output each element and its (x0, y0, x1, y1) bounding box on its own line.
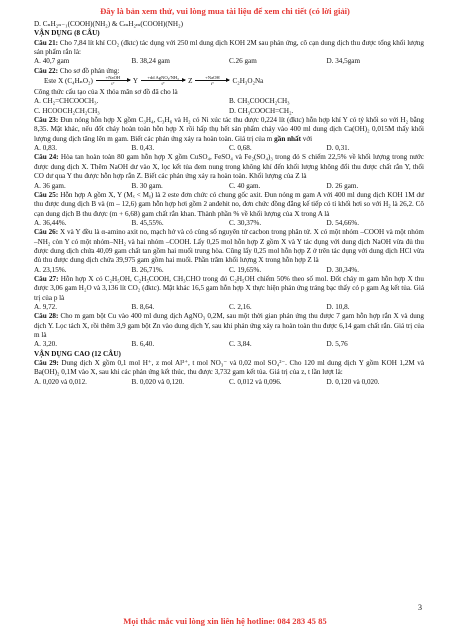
option-c: C. 19,65%. (229, 265, 262, 274)
option-c: C. 3,84. (229, 340, 252, 349)
scheme-z: Z (188, 77, 193, 86)
question-text-2: Công thức cấu tạo của X thỏa mãn sơ đồ đã cho là (34, 88, 178, 97)
option-a: A. 40,7 gam (34, 57, 70, 66)
option-c: C. 2,16. (229, 302, 252, 311)
arrow-condition: t° (161, 80, 165, 86)
option-a: A. 3,20. (34, 340, 58, 349)
section-heading-vandungcao: VẬN DỤNG CAO (12 CÂU) (34, 349, 121, 358)
question-label: Câu 29: (34, 359, 59, 368)
arrow-icon (195, 80, 229, 81)
question-text: Hỗn hợp A gồm X, Y (Mₓ < Mᵧ) là 2 este đơn chức có chung gốc axit. Đun nóng m gam A với 400 ml dung dịch KOH 1M dư thu được dung dịch B và (m – 12,6) gam hỗn hợp hơi gồm 2 anđehit no, đơn chức đồng đẳng kế tiếp có tỉ khối hơi so với H₂ là 26,2. Cô cạn dung dịch B thu được (m + 6,68) gam chất rắn khan. Thành phần % về khối lượng của X trong A là (34, 190, 424, 218)
question-label: Câu 23: (34, 116, 59, 125)
question-27 (34, 275, 424, 303)
reaction-arrow (195, 75, 229, 86)
arrow-condition: t° (210, 80, 215, 86)
question-21 (34, 39, 424, 58)
scheme-start: Este X (C₄HₙO₂) (44, 77, 93, 86)
option-d: D. 0,120 và 0,020. (326, 377, 380, 386)
option-a: A. 23,15%. (34, 265, 67, 274)
option-a: A. 0,020 và 0,012. (34, 377, 87, 386)
reaction-arrow (96, 75, 130, 86)
option-b: B. 30 gam. (131, 181, 163, 190)
option-d: D. 10,8. (326, 302, 350, 311)
option-a: A. 36 gam. (34, 181, 66, 190)
reaction-arrow (141, 75, 185, 86)
option-b: B. 45,55%. (131, 218, 164, 227)
option-b: B. CH₃COOCH₂CH₃ (229, 97, 290, 106)
question-label: Câu 28: (34, 312, 59, 321)
option-c: C.26 gam (229, 57, 257, 66)
arrow-reagent: +NaOH (205, 74, 220, 80)
options-22-row1 (34, 97, 424, 106)
option-b: B. 0,020 và 0,120. (131, 377, 185, 386)
options-23 (34, 144, 424, 153)
option-d: D. 54,66%. (326, 218, 360, 227)
scheme-y: Y (132, 77, 139, 86)
option-c: C. HCOOCH₂CH₂CH₃ (34, 106, 100, 115)
arrow-icon (96, 80, 130, 81)
question-label: Câu 21: (34, 38, 59, 47)
document-body (34, 20, 424, 387)
option-d: D. 5,76 (326, 340, 348, 349)
question-text: Dung dịch X gồm 0,1 mol H⁺, z mol Al³⁺, t mol NO₃⁻ và 0,02 mol SO₄²⁻. Cho 120 ml dung dịch Y gồm KOH 1,2M và Ba(OH)₂ 0,1M vào X, sau khi các phản ứng kết thúc, thu được 3,732 gam kết tủa. Giá trị của z, t lần lượt là: (34, 359, 424, 377)
question-text: Hòa tan hoàn toàn 80 gam hỗn hợp X gồm CuSO₄, FeSO₄ và Fe₂(SO₄)₃ trong đó S chiếm 22,5% về khối lượng trong nước được dung dịch X. Thêm NaOH dư vào X, lọc kết tủa đem nung trong không khí đến khối lượng không đổi thu được chất rắn Y, thổi CO dư qua Y thu được hỗn hợp rắn Z. Biết các phản ứng xảy ra hoàn toàn. Khối lượng của Z là (34, 153, 424, 181)
option-a: A. 36,44%. (34, 218, 67, 227)
option-c: C. 30,37%. (229, 218, 262, 227)
option-d: D. 0,31. (326, 144, 350, 153)
question-text: Đun nóng hỗn hợp X gồm C₃H₄, C₃H₆ và H₂ có Ni xúc tác thu được 0,224 lít (đktc) hỗn hợp khí Y có tỷ khối so với H₂ bằng 8,35. Mặt khác, nếu đốt cháy hoàn toàn hỗn hợp X rồi hấp thụ hết sản phẩm cháy vào 400 ml dung dịch Ca(OH)₂ 0,015M thấy khối lượng dung dịch tăng lên m gam. Biết các phản ứng xảy ra hoàn toàn. Giá trị của m (34, 116, 424, 143)
arrow-reagent: +dd AgNO₃/NH₃ (147, 74, 179, 80)
question-text: Cho m gam bột Cu vào 400 ml dung dịch AgNO₃ 0,2M, sau một thời gian phản ứng thu được 7 gam hỗn hợp rắn X và dung dịch Y. Lọc tách X, rồi thêm 3,9 gam bột Zn vào dung dịch Y, sau khi phản ứng xảy ra hoàn toàn thu được 6,14 gam chất rắn. Giá trị của m là (34, 312, 424, 339)
options-25 (34, 219, 424, 228)
option-d-carryover: D. CₙH₂ₙ₋₁(COOH)(NH₂) & CₘH₂ₘ(COOH)(NH₂) (34, 20, 183, 28)
reaction-scheme (44, 76, 424, 88)
option-b: B. 38,24 gam (131, 57, 170, 66)
section-heading-vandung: VẬN DỤNG (8 CÂU) (34, 29, 100, 38)
option-b: B. 6,40. (131, 340, 155, 349)
question-28 (34, 312, 424, 340)
question-tail: với (302, 134, 313, 143)
question-label: Câu 24: (34, 153, 59, 162)
question-24 (34, 153, 424, 181)
option-b: B. 0,43. (131, 144, 155, 153)
option-a: A. CH₂=CHCOOCH₃. (34, 97, 99, 106)
question-text: X và Y đều là α-amino axit no, mạch hở và có cùng số nguyên tử cacbon trong phân tử. X có một nhóm –COOH và một nhóm –NH₂ còn Y có một nhóm–NH₂ và hai nhóm –COOH. Lấy 0,25 mol hỗn hợp Z gồm X và Y tác dụng với dung dịch NaOH vừa đủ thu được dung dịch chứa 40,09 gam chất tan gồm hai muối trung hòa. Cũng lấy 0,25 mol hỗn hợp Z ở trên tác dụng với dung dịch HCl vừa đủ thu được dung dịch chứa 39,975 gam gồm hai muối. Phần trăm khối lượng X trong hỗn hợp Z là (34, 228, 424, 265)
options-24 (34, 182, 424, 191)
arrow-icon (141, 80, 185, 81)
options-27 (34, 303, 424, 312)
option-d: D. 30,34%. (326, 265, 360, 274)
option-c: C. 0,68. (229, 144, 252, 153)
question-23 (34, 116, 424, 144)
option-b: B. 8,64. (131, 302, 155, 311)
question-26 (34, 228, 424, 265)
options-26 (34, 266, 424, 275)
option-c: C. 40 gam. (229, 181, 261, 190)
option-d: D. 34,5gam (326, 57, 361, 66)
options-29 (34, 378, 424, 387)
question-25 (34, 191, 424, 219)
question-label: Câu 27: (34, 274, 59, 283)
option-c: C. 0,012 và 0,096. (229, 377, 282, 386)
question-label: Câu 22: (34, 66, 59, 75)
options-28 (34, 340, 424, 349)
scheme-end: C₂H₃O₂Na (232, 77, 264, 86)
question-label: Câu 26: (34, 228, 59, 237)
page-number: 3 (418, 603, 422, 612)
question-text: Cho 7,84 lít khí CO₂ (đktc) tác dụng với 250 ml dung dịch KOH 2M sau phản ứng, cô cạn dung dịch thu được tổng khối lượng sản phẩm rắn là: (34, 38, 424, 57)
preview-banner: Đây là bản xem thử, vui lòng mua tài liệu để xem chi tiết (có lời giải) (100, 6, 350, 16)
option-d: D. 26 gam. (326, 181, 359, 190)
arrow-reagent: +NaOH (105, 74, 121, 80)
question-text: Hỗn hợp X có C₂H₅OH, C₂H₅COOH, CH₃CHO trong đó C₂H₅OH chiếm 50% theo số mol. Đốt cháy m gam hỗn hợp X thu được 3,06 gam H₂O và 3,136 lít CO₂ (đktc). Mặt khác 16,5 gam hỗn hợp X thực hiện phản ứng tráng bạc thấy có p gam Ag kết tủa. Giá trị của p là (34, 274, 424, 302)
options-21 (34, 57, 424, 66)
question-label: Câu 25: (34, 190, 59, 199)
options-22-row2 (34, 107, 424, 116)
emphasis-text: gần nhất (274, 134, 301, 143)
hotline-banner: Mọi thắc mắc vui lòng xin liên hệ hotline: 084 283 45 85 (123, 616, 327, 626)
option-b: B. 26,71%. (131, 265, 164, 274)
arrow-condition: t° (111, 80, 115, 86)
question-text: Cho sơ đồ phản ứng: (59, 66, 120, 75)
option-a: A. 9,72. (34, 302, 58, 311)
option-a: A. 0,83. (34, 144, 58, 153)
question-29 (34, 359, 424, 378)
option-d: D. CH₃COOCH=CH₂. (229, 106, 294, 115)
